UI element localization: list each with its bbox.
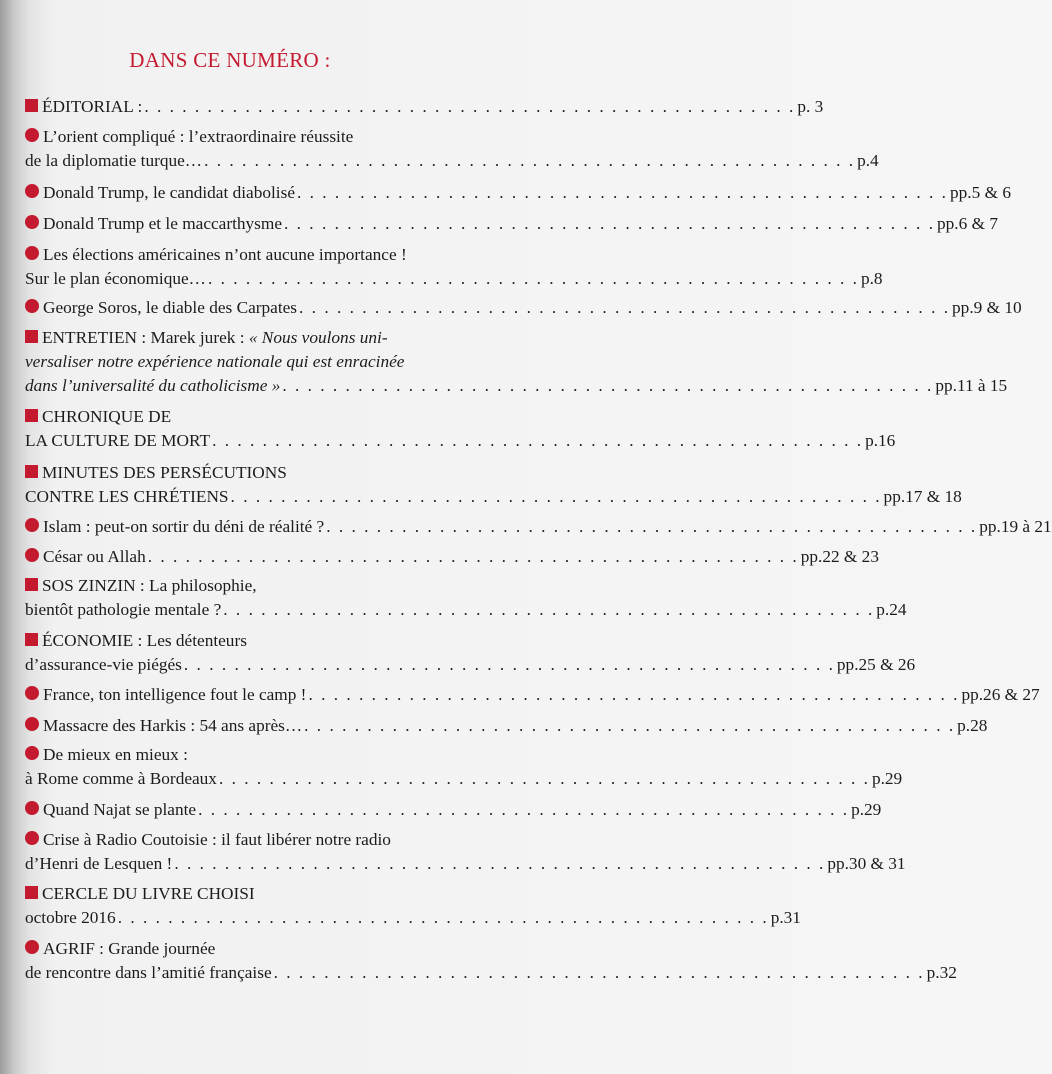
toc-entry-line	[25, 461, 435, 485]
toc-entry-text	[25, 267, 206, 291]
dot-leader: . . . . . . . . . . . . . . . . . . . . . . . . . . . . . . . . . . . . . . . . . . . . . . . . . . . .	[207, 269, 859, 288]
dot-leader: . . . . . . . . . . . . . . . . . . . . . . . . . . . . . . . . . . . . . . . . . . . . . . . . . . . .	[183, 655, 835, 674]
toc-entry-text	[25, 714, 302, 738]
circle-bullet-icon	[25, 299, 39, 313]
dot-leader: . . . . . . . . . . . . . . . . . . . . . . . . . . . . . . . . . . . . . . . . . . . . . . . . . . . .	[326, 517, 978, 536]
toc-entry-text	[25, 485, 229, 509]
entry-label: d’Henri de Lesquen !	[25, 854, 173, 873]
entry-label: César ou Allah	[43, 547, 146, 566]
entry-label: Islam : peut-on sortir du déni de réalité ?	[43, 517, 325, 536]
dot-leader: . . . . . . . . . . . . . . . . . . . . . . . . . . . . . . . . . . . . . . . . . . . . . . . . . . . .	[282, 376, 934, 395]
dot-leader: . . . . . . . . . . . . . . . . . . . . . . . . . . . . . . . . . . . . . . . . . . . . . . . . . . . .	[204, 151, 856, 170]
toc-entry-text	[25, 906, 116, 930]
page-number: pp.30 & 31	[827, 854, 906, 873]
toc-entry-text	[25, 515, 324, 539]
toc-entry-line	[25, 149, 879, 173]
page-number: pp.5 & 6	[950, 183, 1011, 202]
toc-entry	[25, 95, 824, 119]
entry-label: AGRIF : Grande journée	[43, 939, 216, 958]
entry-quote: dans l’universalité du catholicisme »	[25, 376, 281, 395]
toc-entry	[25, 515, 1052, 539]
toc-entry-line	[25, 574, 435, 598]
toc-entry-text	[25, 767, 217, 791]
toc-entry	[25, 296, 1022, 320]
toc-entry-line	[25, 485, 962, 509]
toc-entry	[25, 743, 903, 791]
toc-entry-line	[25, 961, 957, 985]
page-number: p.4	[857, 151, 879, 170]
toc-entry-line	[25, 212, 998, 236]
toc-entry-line	[25, 296, 1022, 320]
dot-leader: . . . . . . . . . . . . . . . . . . . . . . . . . . . . . . . . . . . . . . . . . . . . . . . . . . . .	[230, 487, 882, 506]
toc-entry	[25, 828, 906, 876]
toc-entry-text	[25, 828, 391, 852]
toc-entry-line	[25, 743, 435, 767]
circle-bullet-icon	[25, 940, 39, 954]
toc-entry-line	[25, 798, 882, 822]
toc-entry-text	[25, 296, 297, 320]
toc-entry	[25, 683, 1040, 707]
toc-title: DANS CE NUMÉRO :	[129, 48, 331, 72]
page-number: p.29	[851, 800, 882, 819]
entry-label: SOS ZINZIN : La philosophie,	[42, 576, 257, 595]
page-number: pp.26 & 27	[961, 685, 1040, 704]
entry-label: MINUTES DES PERSÉCUTIONS	[42, 463, 287, 482]
page-number: p.28	[957, 716, 988, 735]
dot-leader: . . . . . . . . . . . . . . . . . . . . . . . . . . . . . . . . . . . . . . . . . . . . . . . . . . . .	[174, 854, 826, 873]
entry-label: de la diplomatie turque…	[25, 151, 203, 170]
entry-label: Donald Trump et le maccarthysme	[43, 214, 283, 233]
toc-entry	[25, 882, 801, 930]
toc-entry-text	[25, 350, 404, 374]
toc-entry-line	[25, 95, 824, 119]
dot-leader: . . . . . . . . . . . . . . . . . . . . . . . . . . . . . . . . . . . . . . . . . . . . . . . . . . . .	[297, 183, 948, 202]
entry-label: Les élections américaines n’ont aucune importance !	[43, 245, 407, 264]
dot-leader: . . . . . . . . . . . . . . . . . . . . . . . . . . . . . . . . . . . . . . . . . . . . . . . . . . . .	[284, 214, 936, 233]
dot-leader: . . . . . . . . . . . . . . . . . . . . . . . . . . . . . . . . . . . . . . . . . . . . . . . . . . . .	[308, 685, 960, 704]
entry-label: ÉCONOMIE : Les détenteurs	[42, 631, 247, 650]
entry-label: Crise à Radio Coutoisie : il faut libérer notre radio	[43, 830, 391, 849]
dot-leader: . . . . . . . . . . . . . . . . . . . . . . . . . . . . . . . . . . . . . . . . . . . . . . . . . . . .	[198, 800, 850, 819]
toc-entry-text	[25, 961, 272, 985]
entry-label: Sur le plan économique…	[25, 269, 206, 288]
entry-label: ÉDITORIAL :	[42, 97, 143, 116]
toc-entry	[25, 243, 883, 291]
toc-entry-line	[25, 243, 435, 267]
toc-entry	[25, 405, 896, 453]
page-number: p.31	[770, 908, 801, 927]
toc-entry	[25, 326, 1008, 398]
entry-label: ENTRETIEN : Marek jurek :	[42, 328, 249, 347]
page-number: pp.17 & 18	[883, 487, 962, 506]
entry-quote: versaliser notre expérience nationale qui est enracinée	[25, 352, 405, 371]
toc-entry-text	[25, 326, 388, 350]
square-bullet-icon	[25, 633, 38, 646]
toc-entry-line	[25, 653, 916, 677]
circle-bullet-icon	[25, 746, 39, 760]
toc-entry-text	[25, 149, 202, 173]
toc-entry-line	[25, 267, 883, 291]
page-number: pp.9 & 10	[952, 298, 1022, 317]
toc-entry	[25, 212, 998, 236]
toc-entry-text	[25, 798, 196, 822]
entry-label: Massacre des Harkis : 54 ans après…	[43, 716, 303, 735]
toc-entry	[25, 461, 962, 509]
page-number: p.8	[860, 269, 883, 288]
toc-entry-text	[25, 374, 280, 398]
square-bullet-icon	[25, 465, 38, 478]
circle-bullet-icon	[25, 215, 39, 229]
square-bullet-icon	[25, 99, 38, 112]
page-number: p.16	[865, 431, 896, 450]
toc-entry-line	[25, 515, 1052, 539]
toc-entry-text	[25, 545, 146, 569]
circle-bullet-icon	[25, 128, 39, 142]
square-bullet-icon	[25, 330, 38, 343]
toc-entry	[25, 545, 879, 569]
circle-bullet-icon	[25, 184, 39, 198]
toc-entry-line	[25, 906, 801, 930]
toc-entry-text	[25, 429, 210, 453]
entry-label: De mieux en mieux :	[43, 745, 188, 764]
toc-entry-line	[25, 350, 435, 374]
toc-entry	[25, 125, 879, 173]
toc-entry-text	[25, 882, 255, 906]
toc-entry-text	[25, 653, 182, 677]
entry-label: L’orient compliqué : l’extraordinaire réussite	[43, 127, 354, 146]
toc-entry-line	[25, 828, 435, 852]
square-bullet-icon	[25, 409, 38, 422]
entry-label: LA CULTURE DE MORT	[25, 431, 211, 450]
entry-label: CERCLE DU LIVRE CHOISI	[42, 884, 255, 903]
page-number: pp.19 à 21	[979, 517, 1052, 536]
toc-entry-text	[25, 95, 142, 119]
dot-leader: . . . . . . . . . . . . . . . . . . . . . . . . . . . . . . . . . . . . . . . . . . . . . . . . . . . .	[273, 963, 925, 982]
entry-quote: « Nous voulons uni-	[248, 328, 388, 347]
page-number: p. 3	[797, 97, 824, 116]
dot-leader: . . . . . . . . . . . . . . . . . . . . . . . . . . . . . . . . . . . . . . . . . . . . . . . . . . . .	[117, 908, 769, 927]
toc-entry	[25, 937, 957, 985]
toc-entry-text	[25, 852, 172, 876]
circle-bullet-icon	[25, 717, 39, 731]
toc-entry-text	[25, 743, 188, 767]
toc-entry	[25, 798, 882, 822]
dot-leader: . . . . . . . . . . . . . . . . . . . . . . . . . . . . . . . . . . . . . . . . . . . . . . . . . . . .	[223, 600, 875, 619]
toc-entry-line	[25, 882, 435, 906]
dot-leader: . . . . . . . . . . . . . . . . . . . . . . . . . . . . . . . . . . . . . . . . . . . . . . . . . . . .	[304, 716, 956, 735]
dot-leader: . . . . . . . . . . . . . . . . . . . . . . . . . . . . . . . . . . . . . . . . . . . . . . . . . . . .	[212, 431, 864, 450]
circle-bullet-icon	[25, 246, 39, 260]
toc-entry-text	[25, 629, 247, 653]
page-number: p.24	[876, 600, 907, 619]
toc-entry-line	[25, 405, 435, 429]
toc-entry-text	[25, 461, 287, 485]
toc-entry-text	[25, 598, 221, 622]
toc-entry-line	[25, 429, 896, 453]
toc-entry	[25, 714, 988, 738]
toc-entry-text	[25, 405, 171, 429]
entry-label: France, ton intelligence fout le camp !	[43, 685, 307, 704]
entry-label: octobre 2016	[25, 908, 116, 927]
page-number: p.32	[926, 963, 957, 982]
entry-label: à Rome comme à Bordeaux	[25, 769, 217, 788]
toc-entry	[25, 629, 916, 677]
dot-leader: . . . . . . . . . . . . . . . . . . . . . . . . . . . . . . . . . . . . . . . . . . . . . . . . . . . .	[147, 547, 799, 566]
entry-label: George Soros, le diable des Carpates	[43, 298, 298, 317]
toc-entry-line	[25, 683, 1040, 707]
toc-entry-line	[25, 714, 988, 738]
toc-entry-text	[25, 937, 215, 961]
dot-leader: . . . . . . . . . . . . . . . . . . . . . . . . . . . . . . . . . . . . . . . . . . . . . . . . . . . .	[218, 769, 870, 788]
toc-entry-line	[25, 326, 435, 350]
toc-entry-line	[25, 767, 903, 791]
toc-entry-text	[25, 574, 257, 598]
toc-entry-text	[25, 683, 306, 707]
entry-label: Quand Najat se plante	[43, 800, 197, 819]
toc-entry	[25, 574, 907, 622]
page-number: pp.25 & 26	[836, 655, 916, 674]
toc-entry-line	[25, 937, 435, 961]
toc-entry-line	[25, 629, 435, 653]
page-number: pp.22 & 23	[800, 547, 879, 566]
circle-bullet-icon	[25, 831, 39, 845]
toc-entry-line	[25, 181, 1011, 205]
toc-entry-line	[25, 374, 1008, 398]
entry-label: bientôt pathologie mentale ?	[25, 600, 222, 619]
dot-leader: . . . . . . . . . . . . . . . . . . . . . . . . . . . . . . . . . . . . . . . . . . . . . . . . . . . .	[299, 298, 951, 317]
entry-label: Donald Trump, le candidat diabolisé	[43, 183, 295, 202]
entry-label: d’assurance-vie piégés	[25, 655, 182, 674]
page-number: p.29	[871, 769, 903, 788]
circle-bullet-icon	[25, 801, 39, 815]
toc-entry-line	[25, 598, 907, 622]
circle-bullet-icon	[25, 686, 39, 700]
dot-leader: . . . . . . . . . . . . . . . . . . . . . . . . . . . . . . . . . . . . . . . . . . . . . . . . . . . .	[144, 97, 796, 116]
toc-entry-text	[25, 243, 407, 267]
toc-entry-text	[25, 181, 295, 205]
toc-entry	[25, 181, 1011, 205]
entry-label: de rencontre dans l’amitié française	[25, 963, 272, 982]
toc-entry-line	[25, 125, 435, 149]
square-bullet-icon	[25, 578, 38, 591]
circle-bullet-icon	[25, 518, 39, 532]
square-bullet-icon	[25, 886, 38, 899]
toc-entry-text	[25, 212, 282, 236]
toc-entry-line	[25, 852, 906, 876]
entry-label: CHRONIQUE DE	[42, 407, 172, 426]
page-number: pp.6 & 7	[937, 214, 998, 233]
toc-entry-text	[25, 125, 353, 149]
page-number: pp.11 à 15	[935, 376, 1008, 395]
toc-entry-line	[25, 545, 879, 569]
circle-bullet-icon	[25, 548, 39, 562]
entry-label: CONTRE LES CHRÉTIENS	[25, 487, 229, 506]
